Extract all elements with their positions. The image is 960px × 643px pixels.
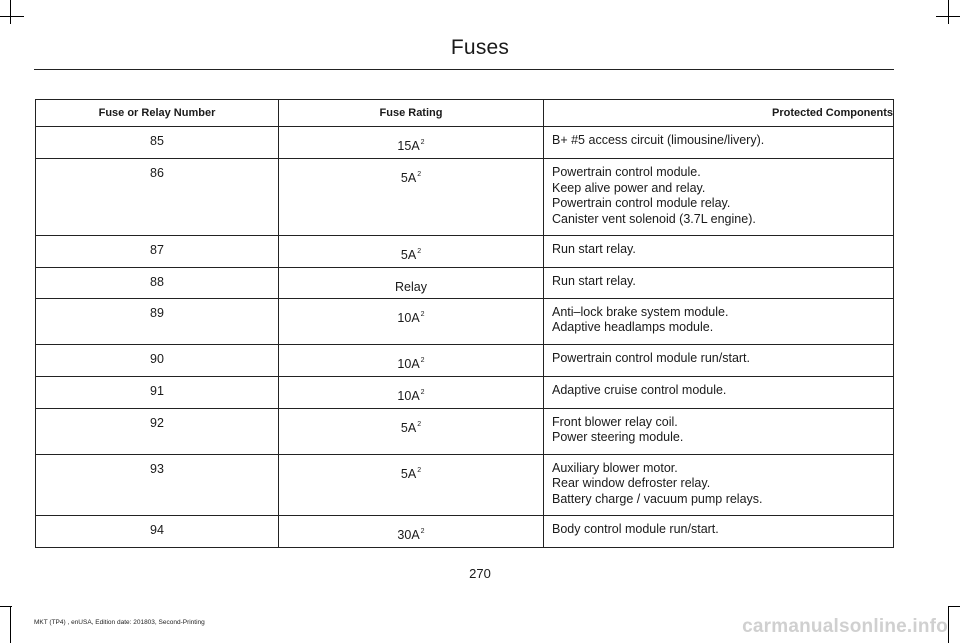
fuse-rating-value: 10A [397,356,420,371]
fuse-rating-value: 5A [400,248,417,262]
fuse-rating-value: 5A [400,420,417,435]
footnote-marker: 2 [420,528,425,535]
crop-mark [0,16,24,17]
fuse-rating-cell [279,408,544,454]
footnote-marker: 2 [417,420,422,428]
fuse-number-cell: 94 [36,516,279,548]
crop-mark [10,0,11,24]
component-line: Run start relay. [552,242,636,256]
component-line: Power steering module. [552,430,684,444]
component-line: Adaptive headlamps module. [552,320,714,334]
component-line: Battery charge / vacuum pump relays. [552,491,763,506]
component-line: Anti–lock brake system module. [552,304,729,319]
crop-mark [948,606,960,607]
component-line: Powertrain control module relay. [552,196,731,210]
component-line: Canister vent solenoid (3.7L engine). [552,211,756,226]
fuse-number-cell: 85 [36,127,279,159]
component-line: Keep alive power and relay. [552,180,706,195]
fuse-rating-cell [279,344,544,376]
fuse-rating-cell [279,236,544,268]
fuse-table [35,99,894,548]
crop-mark [10,606,11,643]
table-row [36,516,894,548]
protected-components-cell [544,408,894,454]
component-line: Powertrain control module run/start. [552,350,751,365]
fuse-number-cell: 93 [36,454,279,516]
fuse-rating-value: 30A [397,528,420,542]
crop-mark [948,606,949,643]
page-number: 270 [469,566,491,581]
column-header-fuse-rating: Fuse Rating [279,100,544,127]
footnote-marker: 2 [420,356,425,364]
footnote-marker: 2 [420,310,425,318]
protected-components-cell [544,268,894,299]
fuse-rating-value: 10A [397,310,420,325]
protected-components-cell [544,298,894,344]
fuse-rating-cell [279,454,544,516]
footnote-marker: 2 [417,171,422,178]
fuse-rating-value: 15A [397,139,420,153]
fuse-number-cell: 87 [36,236,279,268]
protected-components-cell [544,454,894,516]
protected-components-cell [544,376,894,408]
fuse-number-cell: 91 [36,376,279,408]
fuse-rating-cell [279,376,544,408]
protected-components-cell [544,159,894,236]
fuse-rating-cell [279,127,544,159]
footnote-marker: 2 [420,139,425,146]
watermark: carmanualsonline.info [742,616,948,637]
crop-mark [936,16,960,17]
fuse-number-cell: 92 [36,408,279,454]
fuse-number-cell: 90 [36,344,279,376]
fuse-rating-cell [279,516,544,548]
fuse-rating-value: Relay [395,280,427,294]
component-line: Front blower relay coil. [552,414,678,429]
fuse-rating-cell [279,159,544,236]
footnote-marker: 2 [420,388,425,396]
component-line: Rear window defroster relay. [552,476,711,490]
footnote-marker: 2 [417,466,422,474]
table-row [36,236,894,268]
component-line: Run start relay. [552,274,636,288]
fuse-rating-cell [279,268,544,299]
table-row [36,268,894,299]
component-line: Body control module run/start. [552,522,719,536]
table-header-row [36,100,894,127]
table-row [36,408,894,454]
table-row [36,344,894,376]
fuse-rating-value: 10A [397,388,420,403]
column-header-fuse-number: Fuse or Relay Number [36,100,279,127]
protected-components-cell [544,236,894,268]
fuse-rating-cell [279,298,544,344]
component-line: Powertrain control module. [552,165,701,179]
footnote-marker: 2 [417,248,422,255]
component-line: B+ #5 access circuit (limousine/livery). [552,133,765,147]
table-row [36,376,894,408]
protected-components-cell [544,344,894,376]
header-divider [34,69,894,70]
column-header-protected-components: Protected Components [544,100,894,127]
fuse-table-body [36,127,894,548]
protected-components-cell [544,516,894,548]
table-row [36,159,894,236]
edition-footer: MKT (TP4) , enUSA, Edition date: 201803, Second-Printing [34,619,205,626]
fuse-number-cell: 89 [36,298,279,344]
table-row [36,454,894,516]
component-line: Adaptive cruise control module. [552,382,727,397]
component-line: Auxiliary blower motor. [552,460,678,475]
fuse-rating-value: 5A [400,466,417,481]
crop-mark [948,0,949,24]
fuse-number-cell: 88 [36,268,279,299]
crop-mark [0,606,12,607]
table-row [36,127,894,159]
fuse-number-cell: 86 [36,159,279,236]
table-row [36,298,894,344]
protected-components-cell [544,127,894,159]
section-title: Fuses [450,36,510,59]
fuse-rating-value: 5A [400,171,417,185]
